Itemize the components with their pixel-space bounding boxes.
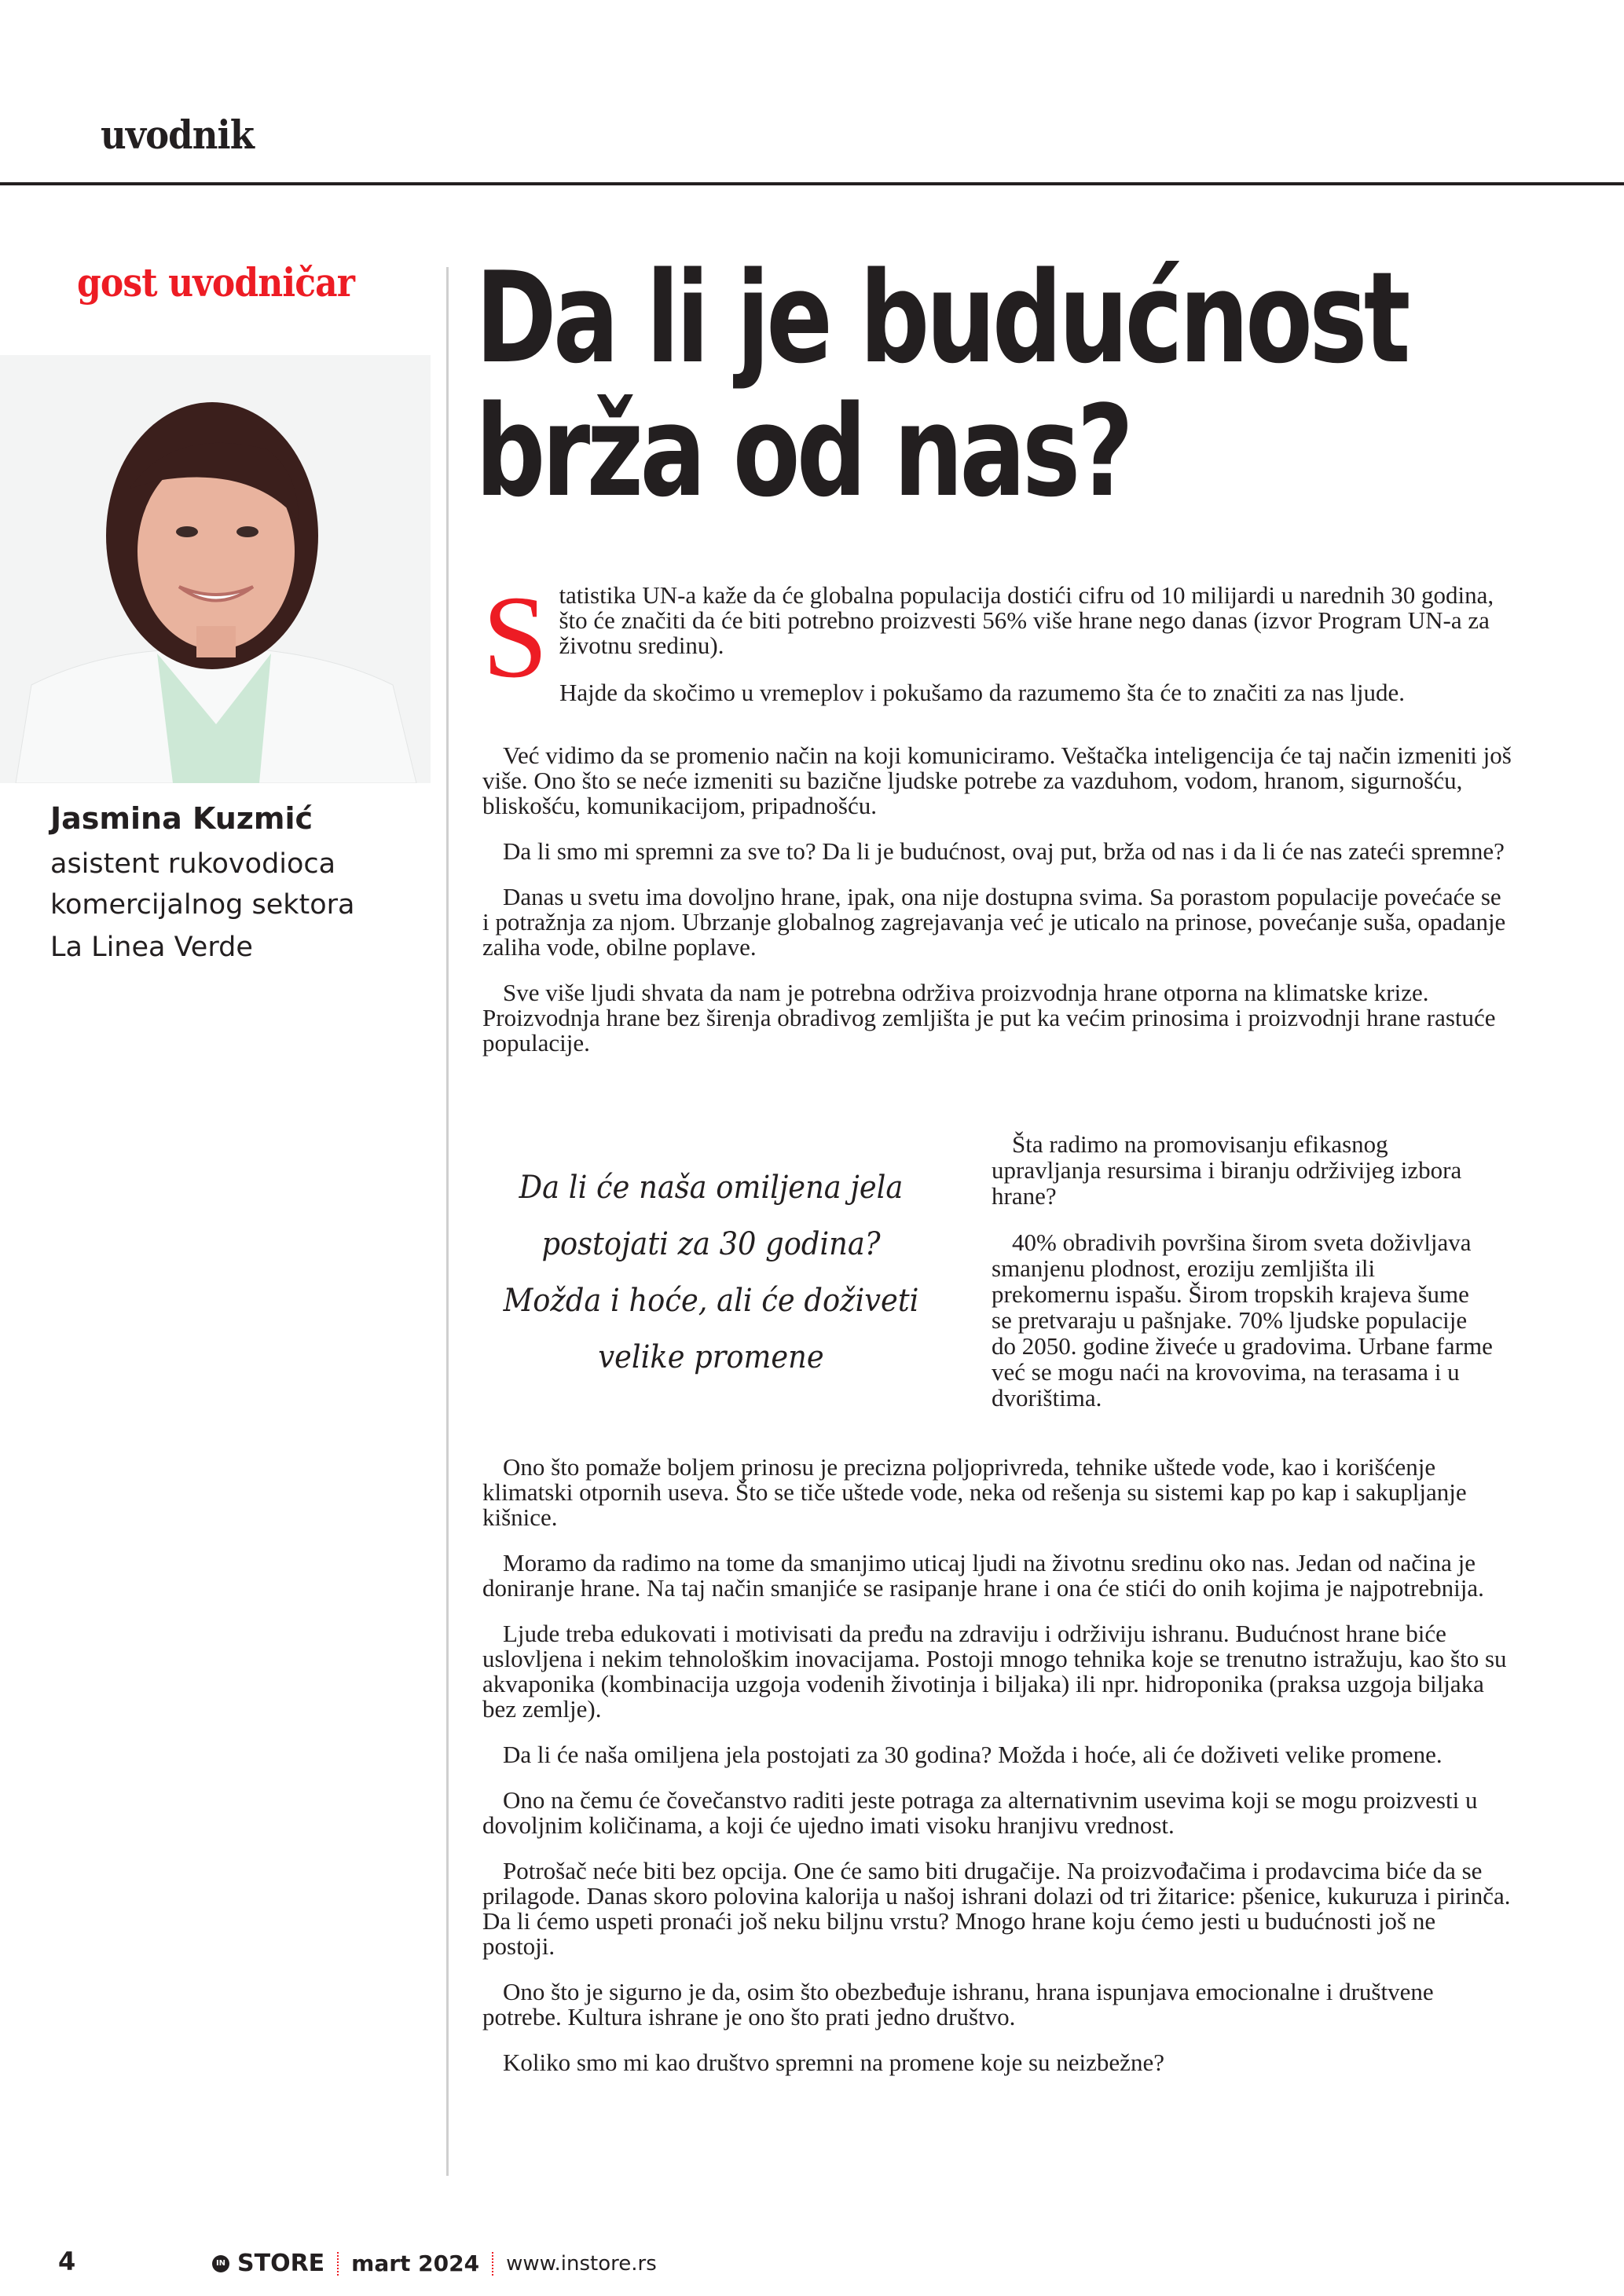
- page-footer: [0, 2247, 707, 2278]
- body-paragraph: 40% obradivih površina širom sveta doživljava smanjenu plodnost, eroziju zemljišta ili prekomernu ispašu. Širom tropskih krajeva šume se pretvaraju u pašnjake. 70% ljudske populacije do 2050. godine živeće u gradovima. Urbane farme već se mogu naći na krovovima, na terasama i u dvorištima.: [992, 1229, 1493, 1412]
- body-paragraph: Ono na čemu će čovečanstvo raditi jeste potraga za alternativnim usevima koji se mogu proizvesti u dovoljnim količinama, a koji će ujedno imati visoku hranjivu vrednost.: [482, 1786, 1478, 1839]
- instore-logo-icon: IN: [212, 2255, 229, 2272]
- body-paragraph: Ono što pomaže boljem prinosu je precizna poljoprivreda, tehnike uštede vode, kao i korišćenje klimatski otpornih useva. Što se tiče uštede vode, neka od rešenja su sistemi kap po kap i sakupljanje kišnice.: [482, 1453, 1467, 1531]
- body-paragraph: Potrošač neće biti bez opcija. One će samo biti drugačije. Na proizvođačima i prodavcima biće da se prilagode. Danas skoro polovina kalorija u našoj ishrani dolazi od tri žitarice: pšenice, kukuruza i pirinča. Da li ćemo uspeti pronaći još neku biljnu vrstu? Mnogo hrane koju ćemo jesti u budućnosti još ne postoji.: [482, 1857, 1511, 1960]
- author-role-line2: komercijalnog sektora: [50, 889, 355, 921]
- intro-followup-paragraph: Hajde da skočimo u vremeplov i pokušamo da razumemo šta će to značiti za nas ljude.: [559, 679, 1406, 706]
- headline-line2: brža od nas?: [475, 378, 1131, 525]
- author-role-line1: asistent rukovodioca: [50, 848, 336, 880]
- body-paragraph: Ono što je sigurno je da, osim što obezbeđuje ishranu, hrana ispunjava emocionalne i društvene potrebe. Kultura ishrane je ono što prati jedno društvo.: [482, 1978, 1434, 2031]
- body-paragraph: Sve više ljudi shvata da nam je potrebna održiva proizvodnja hrane otporna na klimatske krize. Proizvodnja hrane bez širenja obradivog zemljišta je put ka većim prinosima i proizvodnji hrane rastuće populacije.: [482, 979, 1496, 1056]
- footer-separator: [492, 2252, 493, 2276]
- page-number: 4: [58, 2247, 76, 2276]
- body-paragraph: Da li smo mi spremni za sve to? Da li je budućnost, ovaj put, brža od nas i da li će nas zateći spremne?: [503, 837, 1505, 865]
- headline-line1: Da li je budućnost: [475, 244, 1407, 391]
- article-headline: [475, 244, 1407, 525]
- guest-editor-label: gost uvodničar: [77, 259, 355, 306]
- body-bottom-column: [482, 1455, 1512, 2096]
- body-paragraph: Već vidimo da se promenio način na koji komuniciramo. Veštačka inteligencija će taj način izmeniti još više. Ono što se neće izmeniti su bazične ljudske potrebe za vazduhom, vodom, hranom, sigurnošću, bliskošću, komunikacijom, pripadnošću.: [482, 742, 1512, 819]
- column-divider: [446, 267, 449, 2176]
- body-paragraph: Da li će naša omiljena jela postojati za 30 godina? Možda i hoće, ali će doživeti velike promene.: [503, 1741, 1443, 1768]
- author-portrait-illustration: [0, 355, 431, 783]
- drop-cap: S: [482, 572, 548, 702]
- intro-paragraph: tatistika UN-a kaže da će globalna populacija dostići cifru od 10 milijardi u narednih 30 godina, što će značiti da će biti potrebno proizvesti 56% više hrane nego danas (izvor Program UN-a za životnu sredinu).: [559, 581, 1494, 659]
- brand-name: STORE: [237, 2250, 325, 2277]
- footer-brand: [212, 2250, 657, 2277]
- author-company: La Linea Verde: [50, 932, 253, 963]
- website-link[interactable]: www.instore.rs: [506, 2251, 657, 2276]
- author-name: Jasmina Kuzmić: [50, 801, 313, 836]
- body-paragraph: Koliko smo mi kao društvo spremni na promene koje su neizbežne?: [503, 2049, 1164, 2076]
- body-paragraph: Moramo da radimo na tome da smanjimo uticaj ljudi na životnu sredinu oko nas. Jedan od načina je doniranje hrane. Na taj način smanjiće se rasipanje hrane i ona će stići do onih kojima je najpotrebnija.: [482, 1549, 1484, 1602]
- body-right-column: [992, 1131, 1494, 1431]
- pull-quote: Da li će naša omiljena jela postojati za 30 godina? Možda i hoće, ali će doživeti velike promene: [503, 1170, 919, 1375]
- body-paragraph: Danas u svetu ima dovoljno hrane, ipak, ona nije dostupna svima. Sa porastom populacije povećaće se i potražnja za njom. Ubrzanje globalnog zagrejavanja već je uticalo na prinose, povećanje suša, opadanje zaliha vode, obilne poplave.: [482, 883, 1506, 961]
- author-photo: [0, 355, 431, 783]
- body-top-column: [482, 743, 1512, 1076]
- section-label: uvodnik: [101, 112, 255, 158]
- top-rule-divider: [0, 182, 1624, 185]
- issue-date: mart 2024: [351, 2250, 480, 2276]
- footer-separator: [337, 2252, 339, 2276]
- body-paragraph: Šta radimo na promovisanju efikasnog upravljanja resursima i biranju održivijeg izbora hrane?: [992, 1130, 1462, 1210]
- intro-block: [482, 572, 1512, 726]
- body-paragraph: Ljude treba edukovati i motivisati da pređu na zdraviju i održiviju ishranu. Budućnost hrane biće uslovljena i nekim tehnološkim inovacijama. Postoji mnogo tehnika koje se trenutno istražuju, kao što su akvaponika (kombinacija uzgoja vodenih životinja i biljaka) ili npr. hidroponika (praksa uzgoja biljaka bez zemlje).: [482, 1620, 1507, 1723]
- author-info: [50, 801, 355, 963]
